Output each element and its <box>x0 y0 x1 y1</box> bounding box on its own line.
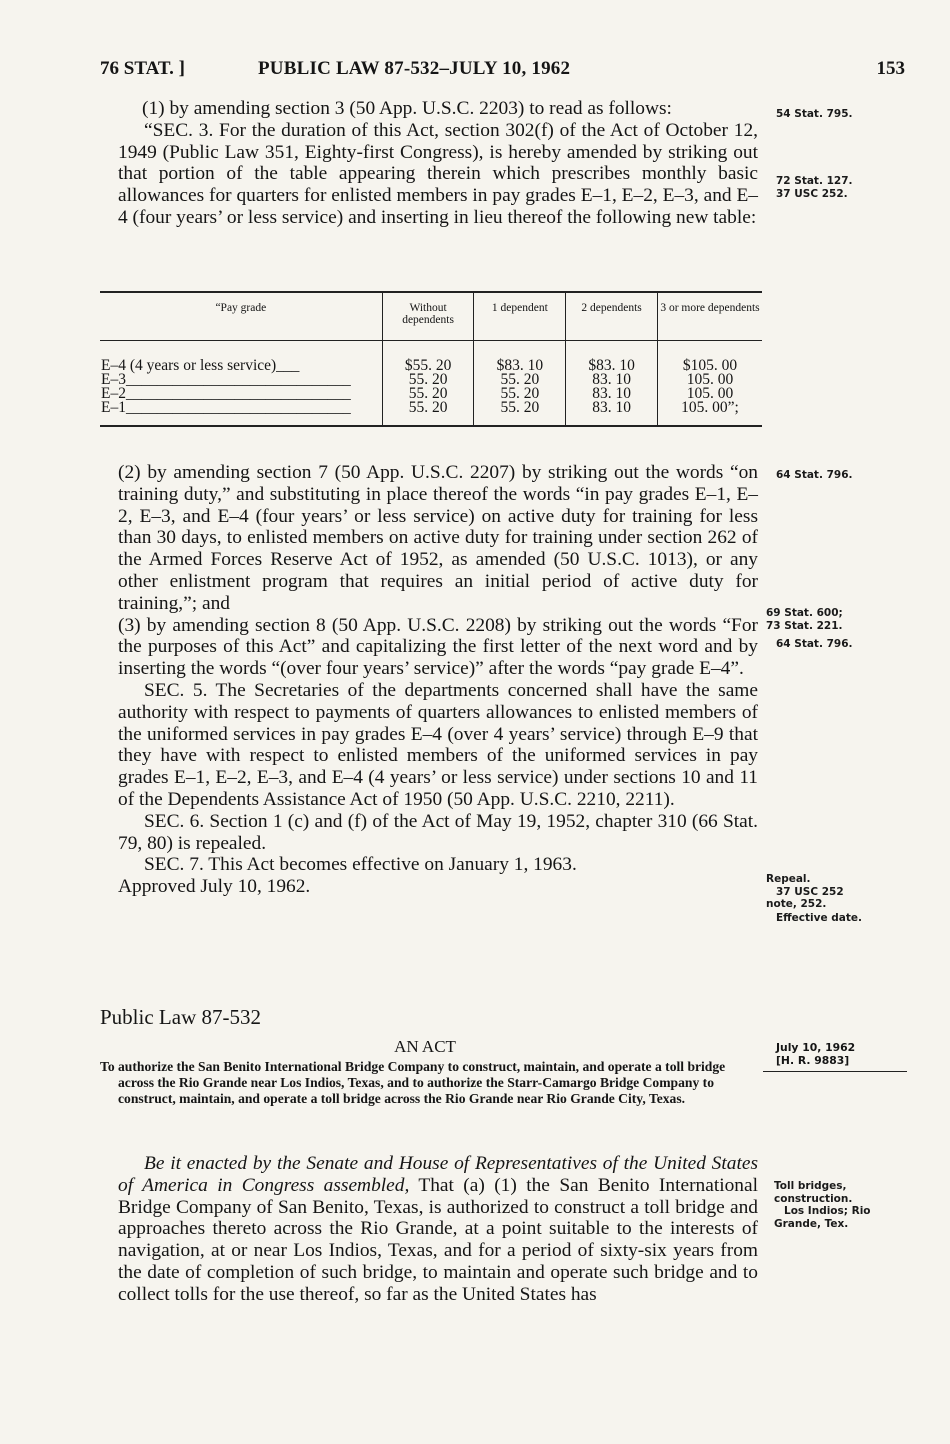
margin-text: 64 Stat. 796. <box>776 638 853 650</box>
paragraph-2 <box>94 462 758 615</box>
margin-text: 69 Stat. 600; <box>766 607 843 619</box>
cell-value: 83. 10 <box>566 387 658 401</box>
margin-note-5 <box>776 638 906 651</box>
approved-date: Approved July 10, 1962. <box>118 876 311 898</box>
cell-value: 105. 00 <box>657 387 762 401</box>
act-heading: AN ACT <box>394 1037 456 1056</box>
paragraph-3-text: (3) by amending section 8 (50 App. U.S.C. 2208) by striking out the words “For the purposes of this Act” and capitalizing the first letter of the next word and by inserting the words “(over four years’ service)” after the words “pay grade E–4”. <box>118 614 758 680</box>
margin-text: 64 Stat. 796. <box>776 469 853 481</box>
page-number: 153 <box>876 58 905 79</box>
margin-text: 37 USC 252 <box>776 885 844 898</box>
margin-text: note, 252. <box>766 898 827 910</box>
act-description-text: To authorize the San Benito International Bridge Company to construct, maintain, and operate a toll bridge across the Rio Grande near Los Indios, Texas, and to authorize the Starr-Camargo Bridge Company to construct, maintain, and operate a toll bridge across the Rio Grande near Rio Grande City, Texas. <box>100 1059 726 1106</box>
cell-grade: E–3_____________________________ <box>101 371 351 388</box>
margin-note-6 <box>766 873 896 911</box>
margin-text: Effective date. <box>776 912 862 924</box>
table-row <box>100 401 762 426</box>
cell-value: $105. 00 <box>657 341 762 374</box>
margin-note-4 <box>766 607 896 632</box>
cell-value: 83. 10 <box>566 373 658 387</box>
margin-text: construction. <box>774 1192 853 1205</box>
paragraph-3 <box>94 615 758 680</box>
col-header-1-dependent: 1 dependent <box>474 292 566 341</box>
enacting-text: That (a) (1) the San Benito International Bridge Company of San Benito, Texas, is authorized to construct a toll bridge and approaches thereto across the Rio Grande, at a point suitable to the interests of navigation, at or near Los Indios, Texas, and for a period of sixty-six years from the date of completion of such bridge, to maintain and operate such bridge and to collect tolls for the use thereof, so far as the United States has <box>118 1174 758 1305</box>
cell-grade: E–4 (4 years or less service)___ <box>101 357 300 374</box>
margin-text: Repeal. <box>766 873 811 885</box>
col-header-2-dependents: 2 dependents <box>566 292 658 341</box>
paragraph-sec3: “SEC. 3. For the duration of this Act, section 302(f) of the Act of October 12, 1949 (Public Law 351, Eighty-first Congress), is hereby amended by striking out that portion of the table appearing therein which prescribes monthly basic allowances for quarters for enlisted members in pay grades E–1, E–2, E–3, and E–4 (four years’ or less service) and inserting in lieu thereof the following new table: <box>118 119 758 228</box>
margin-text: 72 Stat. 127. <box>776 175 853 187</box>
cell-value: 55. 20 <box>382 401 474 426</box>
cell-value: 55. 20 <box>474 373 566 387</box>
margin-text: Grande, Tex. <box>774 1217 849 1230</box>
enacting-section <box>118 1153 758 1306</box>
cell-value: 55. 20 <box>474 401 566 426</box>
allowance-table <box>100 291 762 427</box>
paragraph-sec7: SEC. 7. This Act becomes effective on January 1, 1963. <box>144 854 577 876</box>
enacting-paragraph <box>118 1153 758 1306</box>
law-title: Public Law 87-532 <box>100 1005 261 1029</box>
margin-text: 54 Stat. 795. <box>776 108 853 120</box>
cell-value: 105. 00”; <box>657 401 762 426</box>
page-header <box>100 58 905 84</box>
table-row <box>100 341 762 374</box>
cell-grade: E–2_____________________________ <box>101 385 351 402</box>
margin-text: 37 USC 252. <box>776 187 848 200</box>
cell-value: 105. 00 <box>657 373 762 387</box>
margin-note-3 <box>776 469 906 482</box>
cell-value: 83. 10 <box>566 401 658 426</box>
cell-value: $83. 10 <box>474 341 566 374</box>
header-title: PUBLIC LAW 87-532–JULY 10, 1962 <box>258 58 571 79</box>
paragraph-sec5: SEC. 5. The Secretaries of the departments concerned shall have the same authority with respect to payments of quarters allowances to enlisted members of the uniformed services in pay grades E–4 (over 4 years’ service) through E–9 that they have with respect to enlisted members of the uniformed services in pay grades E–1, E–2, E–3, and E–4 (4 years’ or less service) under sections 10 and 11 of the Dependents Assistance Act of 1950 (50 App. U.S.C. 2210, 2211). <box>118 679 758 810</box>
section-amendments-bottom <box>118 462 758 898</box>
col-header-pay-grade: “Pay grade <box>100 292 382 341</box>
cell-value: $55. 20 <box>382 341 474 374</box>
margin-text: Toll bridges, <box>774 1180 847 1192</box>
table-header-row <box>100 292 762 341</box>
cell-value: 55. 20 <box>382 373 474 387</box>
date-rule <box>763 1071 907 1072</box>
paragraph-2-text: (2) by amending section 7 (50 App. U.S.C. 2207) by striking out the words “on training duty,” and substituting in place thereof the words “in pay grades E–1, E–2, E–3, and E–4 (four years’ or less service) on active duty for training for less than 30 days, to enlisted members on active duty for training under section 262 of the Armed Forces Reserve Act of 1952, as amended (50 U.S.C. 1013), or any other enlistment program that requires an initial period of active duty for training,”; and <box>118 462 758 614</box>
header-volume: 76 STAT. ] <box>100 58 185 79</box>
margin-note-2 <box>776 175 906 200</box>
section-amendments-top <box>118 98 758 229</box>
paragraph-1: (1) by amending section 3 (50 App. U.S.C. 2203) to read as follows: <box>142 98 672 119</box>
col-header-3-or-more: 3 or more dependents <box>657 292 762 341</box>
cell-value: 55. 20 <box>382 387 474 401</box>
paragraph-sec6: SEC. 6. Section 1 (c) and (f) of the Act of May 19, 1952, chapter 310 (66 Stat. 79, 80) is repealed. <box>118 810 758 854</box>
act-description <box>100 1059 755 1107</box>
col-header-without-dependents: Without dependents <box>382 292 474 341</box>
cell-grade: E–1_____________________________ <box>100 401 382 426</box>
cell-value: $83. 10 <box>566 341 658 374</box>
bill-number: [H. R. 9883] <box>776 1054 850 1067</box>
enactment-date-block <box>776 1041 855 1067</box>
enacting-clause: Be it enacted by the Senate and House of Representatives of the United States of America in Congress assembled, <box>118 1153 758 1196</box>
margin-note-7 <box>776 912 906 925</box>
margin-note-1 <box>776 108 906 121</box>
margin-text: Los Indios; Rio <box>784 1205 871 1217</box>
enactment-date: July 10, 1962 <box>776 1041 856 1054</box>
cell-value: 55. 20 <box>474 387 566 401</box>
margin-text: 73 Stat. 221. <box>766 619 843 632</box>
margin-note-8 <box>774 1180 904 1230</box>
